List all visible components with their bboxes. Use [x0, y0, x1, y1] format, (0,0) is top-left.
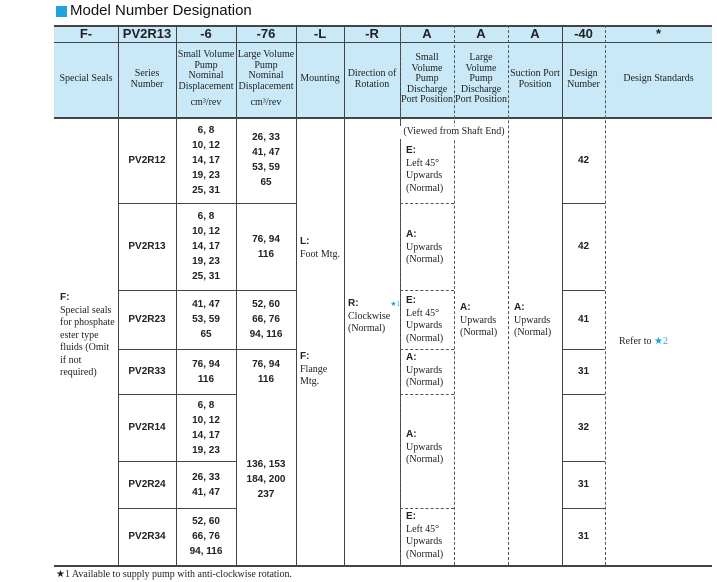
value: 66, 76 [252, 314, 280, 325]
value: 19, 23 [192, 169, 220, 181]
value: 53, 59 [192, 314, 220, 325]
series-cell: PV2R14 [128, 422, 166, 433]
label-text: Small Volume Pump Discharge Port Position [401, 52, 453, 106]
design-number-cell: 31 [577, 479, 590, 490]
value: 116 [257, 373, 275, 385]
small-port-e [406, 145, 452, 195]
text: Left 45° Upwards (Normal) [406, 523, 444, 560]
label-9 [562, 42, 605, 117]
label-text: Mounting [300, 73, 340, 85]
code: A: [460, 302, 471, 313]
code-8: A [530, 26, 540, 41]
text: Upwards (Normal) [406, 441, 444, 465]
value: 76, 94 [252, 358, 280, 370]
design-number-cell: 41 [577, 314, 590, 325]
code: A: [514, 302, 525, 313]
text: Special seals for phosphate ester type fluids (Omit if not required) [60, 304, 115, 378]
value: 25, 31 [192, 184, 220, 196]
label-2 [176, 42, 236, 117]
rule [296, 25, 297, 565]
text: Flange Mtg. [300, 363, 328, 387]
rule [605, 25, 606, 565]
value: 65 [200, 329, 212, 340]
rule [344, 25, 345, 565]
value: 41, 47 [192, 486, 220, 498]
star-2-icon: ★2 [654, 336, 668, 347]
value: 19, 23 [192, 256, 220, 267]
text: Left 45° Upwards (Normal) [406, 307, 444, 344]
design-number-cell: 32 [577, 422, 590, 433]
value: 14, 17 [192, 241, 220, 252]
value: 14, 17 [192, 154, 220, 166]
value: 65 [260, 177, 272, 188]
value: 136, 153 [246, 459, 286, 470]
value: 26, 33 [192, 471, 220, 483]
text: Refer to [619, 336, 652, 347]
code-2: -6 [200, 26, 212, 41]
page-title: Model Number Designation [70, 2, 252, 19]
footnote: ★1 Available to supply pump with anti-clockwise rotation. [56, 569, 292, 580]
code-1: PV2R13 [122, 26, 172, 41]
special-seals-cell [60, 292, 116, 380]
label-text: Design Standards [623, 73, 694, 85]
small-displacement-cell [176, 117, 236, 203]
rule [54, 25, 712, 27]
text: Clockwise (Normal) [348, 310, 391, 334]
code: A: [406, 352, 417, 363]
mounting-foot [300, 236, 344, 261]
title-marker [56, 6, 67, 17]
code: R: [348, 298, 359, 309]
large-displacement-cell [236, 290, 296, 349]
rule [508, 25, 509, 565]
small-port-a [406, 229, 452, 267]
label-8 [508, 42, 562, 117]
label-6 [400, 42, 454, 117]
series-cell: PV2R12 [128, 154, 166, 166]
small-port-a [406, 352, 452, 390]
code: E: [406, 145, 416, 156]
series-cell: PV2R13 [128, 241, 166, 252]
value: 19, 23 [192, 444, 220, 456]
code-9: -40 [574, 26, 593, 41]
value: 25, 31 [192, 271, 220, 282]
small-displacement-cell [176, 349, 236, 394]
code: A: [406, 229, 417, 240]
small-displacement-cell [176, 290, 236, 349]
value: 10, 12 [192, 414, 220, 426]
text: Upwards (Normal) [460, 314, 498, 338]
rule [454, 25, 455, 565]
code: E: [406, 295, 416, 306]
series-cell: PV2R33 [128, 366, 166, 377]
code-3: -76 [256, 26, 276, 41]
value: 76, 94 [252, 233, 280, 245]
label-0 [54, 42, 118, 117]
rule [400, 508, 454, 509]
code-10: * [655, 26, 662, 41]
series-cell: PV2R34 [128, 531, 166, 542]
rotation-cell [348, 298, 400, 336]
unit: cm³/rev [250, 97, 282, 109]
value: 6, 8 [197, 211, 215, 222]
label-text: Special Seals [59, 73, 113, 85]
label-text: Large Volume Pump Nominal Displacement [237, 49, 295, 92]
label-5 [344, 42, 400, 117]
code-7: A [476, 26, 486, 41]
design-number-cell: 42 [577, 241, 590, 252]
value: 6, 8 [197, 399, 215, 411]
value: 14, 17 [192, 429, 220, 441]
code: E: [406, 511, 416, 522]
text: Upwards (Normal) [406, 241, 444, 265]
star-1-icon: ★1 [390, 300, 400, 308]
label-1 [118, 42, 176, 117]
rule [54, 565, 712, 567]
value: 116 [257, 248, 275, 260]
value: 53, 59 [252, 162, 280, 173]
value: 116 [197, 373, 215, 385]
large-port-cell [460, 302, 506, 340]
text: Left 45° Upwards (Normal) [406, 157, 444, 194]
label-text: Large Volume Pump Discharge Port Position [455, 52, 507, 106]
small-port-e [406, 295, 452, 345]
large-displacement-shared [236, 394, 296, 565]
unit: cm³/rev [190, 97, 222, 109]
large-displacement-cell [236, 203, 296, 290]
code: F: [60, 292, 70, 303]
small-port-e [406, 511, 452, 561]
rule [400, 290, 454, 291]
series-cell: PV2R23 [128, 314, 166, 325]
value: 10, 12 [192, 226, 220, 237]
label-10 [605, 42, 712, 117]
label-text: Series Number [130, 68, 164, 90]
small-displacement-cell [176, 461, 236, 508]
rule [400, 349, 454, 350]
value: 237 [257, 489, 275, 500]
rule [400, 203, 454, 204]
label-4 [296, 42, 344, 117]
code: F: [300, 351, 310, 362]
value: 10, 12 [192, 139, 220, 151]
rule [400, 25, 401, 565]
viewed-note: (Viewed from Shaft End) [400, 126, 508, 139]
design-number-cell: 42 [577, 154, 590, 166]
large-displacement-cell [236, 349, 296, 394]
mounting-flange [300, 351, 340, 389]
rule [54, 42, 712, 43]
rule [400, 394, 454, 395]
text: Foot Mtg. [300, 248, 341, 260]
series-cell: PV2R24 [128, 479, 166, 490]
small-port-a [406, 429, 452, 467]
code-6: A [422, 26, 432, 41]
value: 94, 116 [249, 329, 283, 340]
design-standards-cell [619, 336, 709, 349]
code-0: F- [79, 26, 93, 41]
small-displacement-cell [176, 508, 236, 565]
value: 184, 200 [246, 474, 286, 485]
label-text: Direction of Rotation [347, 68, 397, 90]
value: 26, 33 [252, 132, 280, 143]
value: 66, 76 [192, 531, 220, 542]
label-3 [236, 42, 296, 117]
design-number-cell: 31 [577, 531, 590, 542]
value: 41, 47 [252, 147, 280, 158]
code-4: -L [313, 26, 327, 41]
text: Upwards (Normal) [514, 314, 552, 338]
text: Upwards (Normal) [406, 364, 444, 388]
suction-port-cell [514, 302, 560, 340]
label-text: Small Volume Pump Nominal Displacement [177, 49, 235, 92]
large-displacement-cell [236, 117, 296, 203]
value: 94, 116 [189, 546, 223, 557]
code: A: [406, 429, 417, 440]
value: 52, 60 [192, 516, 220, 527]
label-text: Suction Port Position [510, 68, 560, 90]
value: 6, 8 [197, 124, 215, 136]
label-7 [454, 42, 508, 117]
value: 52, 60 [252, 299, 280, 310]
code-5: -R [365, 26, 379, 41]
small-displacement-cell [176, 394, 236, 461]
design-number-cell: 31 [577, 366, 590, 377]
code: L: [300, 236, 310, 247]
value: 76, 94 [192, 358, 220, 370]
small-displacement-cell [176, 203, 236, 290]
label-text: Design Number [567, 68, 600, 90]
value: 41, 47 [192, 299, 220, 310]
